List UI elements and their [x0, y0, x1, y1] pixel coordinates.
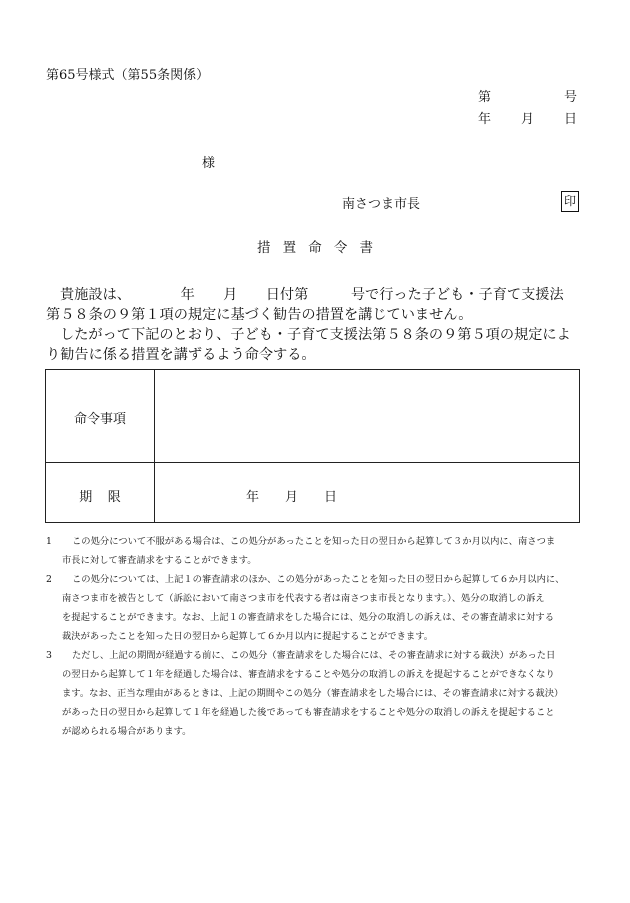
note-line: 南さつま市を被告として（訴訟において南さつま市を代表する者は南さつま市長となります。）、処分の取消しの訴え — [62, 593, 545, 604]
note-line: 裁決があったことを知った日の翌日から起算して６か月以内に提起することができます。 — [62, 631, 434, 642]
deadline-date: 年 月 日 — [246, 490, 338, 505]
date-month: 月 — [521, 112, 535, 127]
note-line: ただし、上記の期間が経過する前に、この処分（審査請求をした場合には、その審査請求に対する裁決）があった日 — [72, 650, 556, 661]
order-table — [45, 369, 580, 523]
table-divider-vertical — [154, 370, 155, 522]
note-line: があった日の翌日から起算して１年を経過した後であっても審査請求をすることや処分の取消しの訴えを提起すること — [62, 707, 555, 718]
note-number: 1 — [46, 536, 52, 547]
body-p1-line1: 貴施設は、 年 月 日付第 号で行った子ども・子育て支援法 — [60, 287, 564, 303]
note-line: が認められる場合があります。 — [62, 726, 192, 737]
deadline-label: 期限 — [79, 490, 137, 505]
issuer-name: 南さつま市長 — [342, 197, 421, 212]
document-title: 措置命令書 — [256, 240, 386, 256]
seal-mark: 印 — [561, 191, 579, 212]
note-line: この処分について不服がある場合は、この処分があったことを知った日の翌日から起算して３か月以内に、南さつま — [72, 536, 556, 547]
addressee-honorific: 様 — [202, 156, 216, 171]
note-item — [46, 646, 588, 741]
note-number: 3 — [46, 650, 52, 661]
document-number-suffix: 号 — [564, 90, 578, 105]
note-line: ます。なお、正当な理由があるときは、上記の期間やこの処分（審査請求をした場合には、その審査請求に対する裁決） — [62, 688, 564, 699]
date-year: 年 — [478, 112, 492, 127]
body-paragraph-1 — [46, 285, 586, 325]
note-item — [46, 570, 588, 646]
document-number-prefix: 第 — [478, 90, 492, 105]
body-p1-line2: 第５８条の９第１項の規定に基づく勧告の措置を講じていません。 — [46, 307, 473, 323]
notes-section — [46, 532, 588, 741]
form-number: 第65号様式（第55条関係） — [46, 68, 210, 83]
table-divider-horizontal — [46, 462, 579, 463]
note-line: を提起することができます。なお、上記１の審査請求をした場合には、処分の取消しの訴えは、その審査請求に対する — [62, 612, 554, 623]
date-day: 日 — [564, 112, 578, 127]
note-number: 2 — [46, 574, 52, 585]
note-item — [46, 532, 588, 570]
note-line: 市長に対して審査請求をすることができます。 — [62, 555, 257, 566]
note-line: の翌日から起算して１年を経過した場合は、審査請求をすることや処分の取消しの訴えを提起することができなくなり — [62, 669, 555, 680]
order-items-label: 命令事項 — [73, 412, 126, 427]
note-line: この処分については、上記１の審査請求のほか、この処分があったことを知った日の翌日から起算して６か月以内に、 — [72, 574, 565, 585]
body-p2-line1: したがって下記のとおり、子ども・子育て支援法第５８条の９第５項の規定によ — [60, 327, 571, 343]
body-p2-line2: り勧告に係る措置を講ずるよう命令する。 — [46, 347, 316, 363]
body-paragraph-2 — [46, 325, 586, 365]
